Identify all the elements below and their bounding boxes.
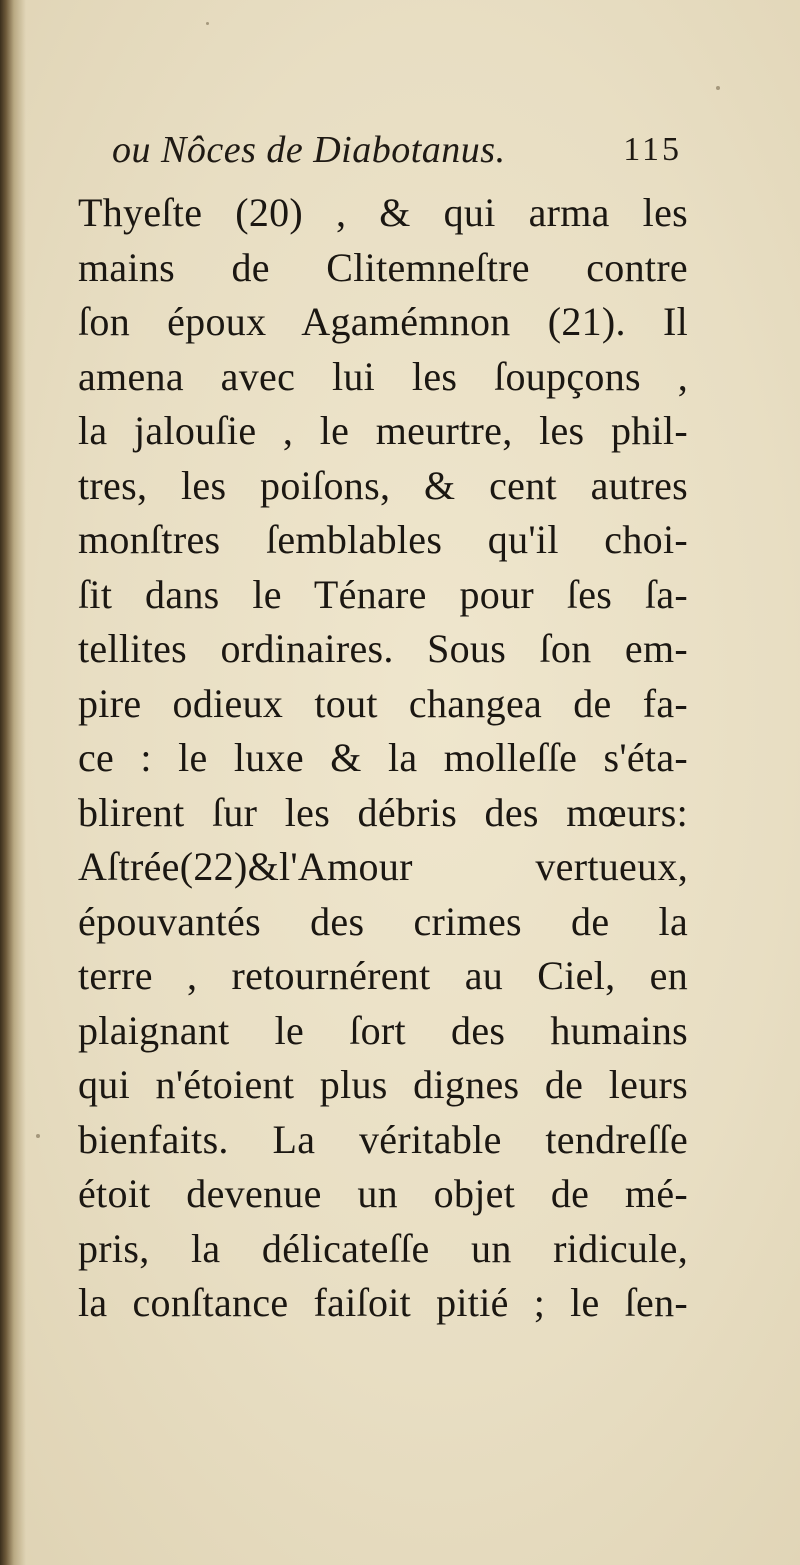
page-header <box>112 128 682 178</box>
text-line: blirent ſur les débris des mœurs: <box>78 789 688 835</box>
text-line: ſit dans le Ténare pour ſes ſa- <box>78 571 688 617</box>
text-line: Aſtrée(22)&l'Amour vertueux, <box>78 844 688 889</box>
text-line: la conſtance faiſoit pitié ; le ſen- <box>78 1280 688 1325</box>
text-line: amena avec lui les ſoupçons , <box>78 353 688 399</box>
text-line: étoit devenue un objet de mé- <box>78 1171 688 1216</box>
text-line: ſon époux Agamémnon (21). Il <box>78 299 688 344</box>
text-line: tellites ordinaires. Sous ſon em- <box>78 626 688 671</box>
text-line: mains de Clitemneſtre contre <box>78 244 688 290</box>
paper-speck <box>716 86 720 90</box>
paper-speck <box>206 22 209 25</box>
text-line: bienfaits. La véritable tendreſſe <box>78 1116 688 1162</box>
text-line: qui n'étoient plus dignes de leurs <box>78 1062 688 1107</box>
text-line: monſtres ſemblables qu'il choi- <box>78 517 688 562</box>
page-number: 115 <box>623 131 682 168</box>
text-line: plaignant le ſort des humains <box>78 1007 688 1053</box>
text-line: pris, la délicateſſe un ridicule, <box>78 1225 688 1271</box>
text-line: terre , retournérent au Ciel, en <box>78 953 688 998</box>
body-text <box>78 186 688 1331</box>
text-line: Thyeſte (20) , & qui arma les <box>78 190 688 235</box>
text-line: pire odieux tout changea de fa- <box>78 680 688 726</box>
running-head: ou Nôces de Diabotanus. <box>112 129 506 171</box>
binding-gutter <box>0 0 26 1565</box>
text-line: ce : le luxe & la molleſſe s'éta- <box>78 735 688 780</box>
text-line: la jalouſie , le meurtre, les phil- <box>78 408 688 453</box>
text-line: tres, les poiſons, & cent autres <box>78 462 688 508</box>
text-line: épouvantés des crimes de la <box>78 898 688 944</box>
paper-speck <box>36 1134 40 1138</box>
